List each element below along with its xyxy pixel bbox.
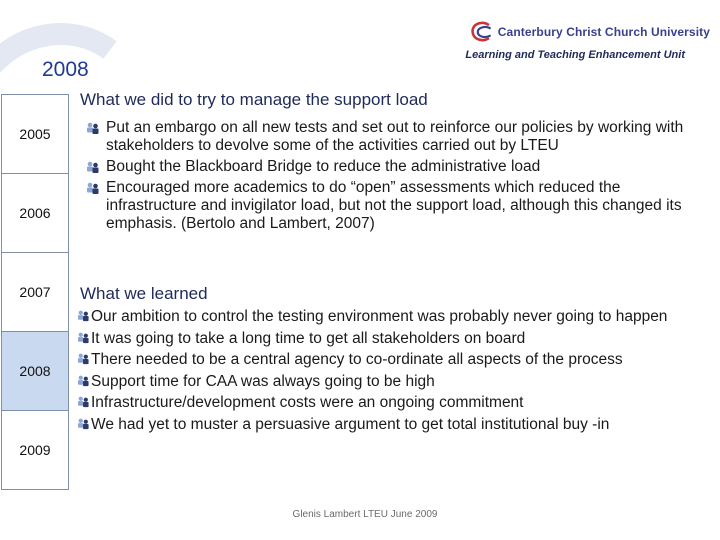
bullet-text: There needed to be a central agency to co-ordinate all aspects of the process bbox=[91, 351, 623, 368]
university-logo-icon bbox=[470, 19, 496, 45]
year-timeline bbox=[1, 94, 69, 490]
list-item bbox=[82, 119, 697, 155]
people-bullet-icon bbox=[77, 332, 90, 344]
timeline-year-2005: 2005 bbox=[2, 95, 68, 174]
slide-title: 2008 bbox=[42, 58, 89, 81]
timeline-year-2006: 2006 bbox=[2, 174, 68, 253]
footer-credit: Glenis Lambert LTEU June 2009 bbox=[292, 509, 438, 520]
list-item bbox=[82, 158, 697, 176]
bullet-text: Bought the Blackboard Bridge to reduce the administrative load bbox=[106, 158, 541, 175]
list-item bbox=[82, 179, 697, 233]
list-item bbox=[78, 414, 693, 436]
list-item bbox=[78, 392, 693, 414]
timeline-year-2007: 2007 bbox=[2, 253, 68, 332]
list-item bbox=[78, 349, 693, 371]
bullet-text: Our ambition to control the testing environment was probably never going to happen bbox=[91, 308, 668, 325]
bullet-text: Support time for CAA was always going to be high bbox=[91, 372, 435, 390]
people-bullet-icon bbox=[77, 310, 90, 322]
people-bullet-icon bbox=[86, 161, 100, 174]
bullet-text: It was going to take a long time to get all stakeholders on board bbox=[91, 329, 526, 347]
timeline-year-2008: 2008 bbox=[2, 332, 68, 411]
list-item bbox=[78, 371, 693, 393]
people-bullet-icon bbox=[86, 182, 100, 195]
bullet-list-lessons bbox=[78, 306, 693, 435]
list-item bbox=[78, 306, 693, 328]
people-bullet-icon bbox=[77, 353, 90, 365]
unit-name: Learning and Teaching Enhancement Unit bbox=[465, 49, 685, 61]
bullet-text: Encouraged more academics to do “open” assessments which reduced the infrastructure and invigilator load, but not the support load, although this changed its emphasis. (Bertolo and Lambert, 2007) bbox=[106, 179, 682, 232]
people-bullet-icon bbox=[86, 122, 100, 135]
bullet-text: Infrastructure/development costs were an ongoing commitment bbox=[91, 394, 524, 411]
timeline-year-2009: 2009 bbox=[19, 442, 51, 458]
list-item bbox=[78, 328, 693, 350]
people-bullet-icon bbox=[77, 396, 90, 408]
university-name: Canterbury Christ Church University bbox=[497, 25, 710, 39]
bullet-text: Put an embargo on all new tests and set out to reinforce our policies by working with stakeholders to devolve some of the activities carried out by LTEU bbox=[106, 119, 684, 154]
people-bullet-icon bbox=[77, 375, 90, 387]
university-logo bbox=[470, 18, 710, 46]
bullet-list-actions bbox=[82, 119, 697, 236]
bullet-text: We had yet to muster a persuasive argument to get total institutional buy -in bbox=[91, 415, 610, 433]
people-bullet-icon bbox=[77, 418, 90, 430]
section-heading-manage-load: What we did to try to manage the support load bbox=[80, 90, 428, 109]
section-heading-learned: What we learned bbox=[80, 284, 208, 303]
